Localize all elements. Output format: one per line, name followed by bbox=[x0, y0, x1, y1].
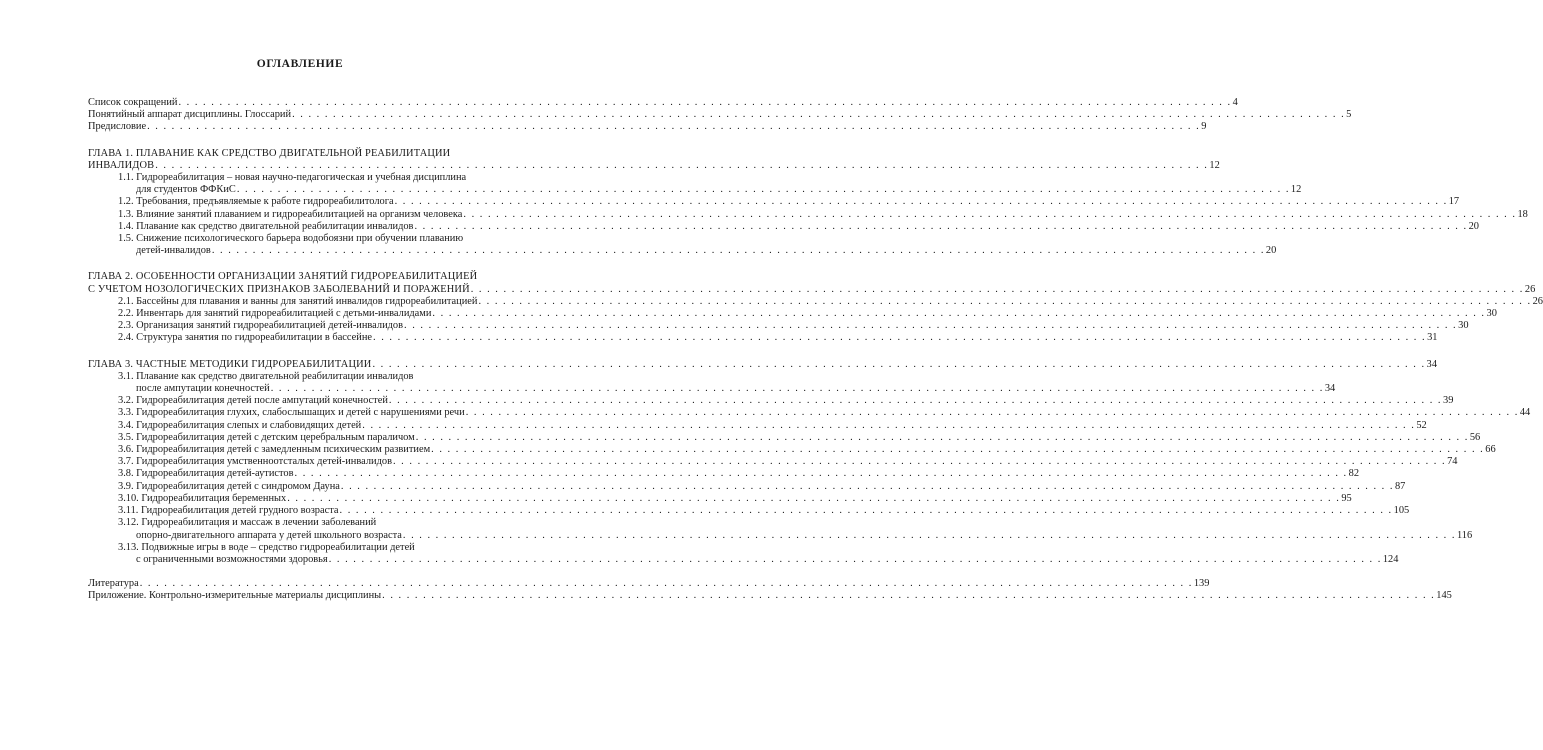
table-of-contents bbox=[88, 97, 1543, 603]
toc-entry[interactable] bbox=[88, 590, 1452, 602]
toc-subentry[interactable] bbox=[118, 419, 1427, 432]
toc-dot-leader: . . . . . . . . . . . . . . . . . . . . . . . . . . . . . . . . . . . . . . . . . . . . . . . . . . . . . . . . . . . . . . . . . . . . . . . . . . . . . . . . . . . . . . . . . . . . . . . . . . . . . . . . . . . . . . . . . . . . . . . . . . . . . . . . . bbox=[382, 590, 1436, 602]
toc-entry-title: 3.2. Гидрореабилитация детей после ампутаций конечностей bbox=[118, 395, 388, 407]
toc-subentry[interactable] bbox=[118, 395, 1454, 407]
toc-subentry[interactable] bbox=[118, 220, 1479, 233]
toc-entry-title-cont: с ограниченными возможностями здоровья bbox=[136, 553, 328, 565]
toc-dot-leader: . . . . . . . . . . . . . . . . . . . . . . . . . . . . . . . . . . . . . . . . . . . . . . . . . . . . . . . . . . . . . . . . . . . . . . . . . . . . . . . . . . . . . . . . . . . . . . . . . . . . . . . . . . . . . . . . . . . . . . . . . . . . . . . . . bbox=[470, 283, 1524, 295]
toc-entry-page: 20 bbox=[1468, 220, 1479, 232]
toc-entry[interactable] bbox=[88, 97, 1238, 109]
toc-subentry[interactable] bbox=[118, 370, 1336, 395]
toc-entry-page: 26 bbox=[1532, 295, 1543, 307]
toc-dot-leader: . . . . . . . . . . . . . . . . . . . . . . . . . . . . . . . . . . . . . . . . . . . . . . . . . . . . . . . . . . . . . . . . . . . . . . . . . . . . . . . . . . . . . . . . . . . . . . . . . . . . . . . . . . . . . . . . . . . . . . . . . . . . . . . . . bbox=[178, 97, 1232, 108]
toc-subentry[interactable] bbox=[118, 431, 1481, 444]
toc-subentry[interactable] bbox=[118, 332, 1438, 344]
toc-entry-title: 2.1. Бассейны для плавания и ванны для занятий инвалидов гидрореабилитацией bbox=[118, 295, 478, 307]
toc-entry-page: 34 bbox=[1324, 383, 1336, 395]
toc-entry-page: 95 bbox=[1341, 492, 1352, 504]
toc-subentry[interactable] bbox=[118, 517, 1473, 541]
toc-entry-page: 145 bbox=[1436, 590, 1452, 602]
toc-entry-page: 20 bbox=[1265, 245, 1277, 257]
toc-dot-leader: . . . . . . . . . . . . . . . . . . . . . . . . . . . . . . . . . . . . . . . . . . . . . . . . . . . . . . . . . . . . . . . . . . . . . . . . . . . . . . . . . . . . . . . . . . . . . . . . . . . . . . . . . . . . . . . . . . . . . . . . . . . . . . . . . bbox=[362, 419, 1416, 431]
toc-dot-leader: . . . . . . . . . . . . . . . . . . . . . . . . . . . . . . . . . . . . . . . . . . . . . . . . . . . . . . . . . . . . . . . . . . . . . . . . . . . . . . . . . . . . . . . . . . . . . . . . . . . . . . . . . . . . . . . . . . . . . . . . . . . . . . . . . bbox=[414, 220, 1468, 232]
toc-entry-title-cont: опорно-двигательного аппарата у детей школьного возраста bbox=[136, 529, 402, 541]
toc-entry-title: Приложение. Контрольно-измерительные материалы дисциплины bbox=[88, 590, 382, 602]
toc-entry[interactable] bbox=[88, 578, 1210, 590]
toc-entry-page: 39 bbox=[1443, 395, 1454, 407]
toc-entry-page: 52 bbox=[1416, 419, 1427, 431]
toc-chapter-3 bbox=[88, 358, 1531, 566]
toc-entry[interactable] bbox=[88, 121, 1207, 133]
toc-entry-page: 12 bbox=[1290, 184, 1302, 196]
toc-dot-leader: . . . . . . . . . . . . . . . . . . . . . . . . . . . . . . . . . . . . . . . . . . . . . . . . . . . . . . . . . . . . . . . . . . . . . . . . . . . . . . . . . . . . . . . . . . . . . . . . . . . . . . . . . . . . . . . . . . . . . . . . . . . . . . . . . bbox=[139, 578, 1193, 590]
toc-chapter-1 bbox=[88, 147, 1528, 258]
toc-dot-leader: . . . . . . . . . . . . . . . . . . . . . . . . . . . . . . . . . . . . . . . . . . . . . . . . . . . . . . . . . . . . . . . . . . . . . . . . . . . . . . . . . . . . . . . . . . . . . . . . . . . . . . . . . . . . . . . . . . . . . . . . . . . . . . . . . bbox=[404, 320, 1458, 332]
toc-dot-leader: . . . . . . . . . . . . . . . . . . . . . . . . . . . . . . . . . . . . . . . . . . . . . . . . . . . . . . . . . . . . . . . . . . . . . . . . . . . . . . . . . . . . . . . . . . . . . . . . . . . . . . . . . . . . . . . . . . . . . . . . . . . . . . . . . bbox=[402, 529, 1456, 541]
toc-dot-leader: . . . . . . . . . . . . . . . . . . . . . . . . . . . . . . . . . . . . . . . . . . . . . . . . . . . . . . . . . . . . . . . . . . . . . . . . . . . . . . . . . . . . . . . . . . . . . . . . . . . . . . . . . . . . . . . . . . . . . . . . . . . . . . . . . bbox=[463, 208, 1517, 220]
toc-entry-page: 34 bbox=[1426, 358, 1438, 370]
toc-entry-title-cont: для студентов ФФКиС bbox=[136, 184, 236, 196]
toc-entry-title: 1.1. Гидрореабилитация – новая научно-педагогическая и учебная дисциплина bbox=[118, 172, 467, 184]
toc-entry-page: 124 bbox=[1382, 553, 1399, 565]
toc-entry-page: 74 bbox=[1447, 456, 1458, 468]
toc-entry-title: 3.9. Гидрореабилитация детей с синдромом Дауна bbox=[118, 480, 340, 492]
toc-entry-title: 2.2. Инвентарь для занятий гидрореабилитацией с детьми-инвалидами bbox=[118, 308, 432, 320]
page-title: ОГЛАВЛЕНИЕ bbox=[256, 58, 344, 70]
toc-entry-title: 3.10. Гидрореабилитация беременных bbox=[118, 492, 287, 504]
toc-entry-page: 18 bbox=[1517, 208, 1528, 220]
toc-subentry[interactable] bbox=[118, 233, 1277, 257]
toc-entry-page: 87 bbox=[1394, 480, 1406, 492]
toc-entry-title: 2.4. Структура занятия по гидрореабилитации в бассейне bbox=[118, 332, 372, 344]
toc-entry-page: 44 bbox=[1519, 407, 1531, 419]
toc-entry-title: 2.3. Организация занятий гидрореабилитацией детей-инвалидов bbox=[118, 320, 404, 332]
toc-entry-title: 3.5. Гидрореабилитация детей с детским церебральным параличом bbox=[118, 431, 415, 443]
toc-entry-page: 31 bbox=[1427, 332, 1438, 344]
toc-dot-leader: . . . . . . . . . . . . . . . . . . . . . . . . . . . . . . . . . . . . . . . . . . . . . . . . . . . . . . . . . . . . . . . . . . . . . . . . . . . . . . . . . . . . . . . . . . . . . . . . . . . . . . . . . . . . . . . . . . . . . . . . . . . . . . . . . bbox=[372, 358, 1426, 370]
toc-entry-page: 9 bbox=[1201, 121, 1207, 133]
toc-entry-title: 3.6. Гидрореабилитация детей с замедленным психическим развитием bbox=[118, 444, 431, 456]
toc-dot-leader: . . . . . . . . . . . . . . . . . . . . . . . . . . . . . . . . . . . . . . . . . . . . . . . . . . . . . . . . . . . . . . . . . . . . . . . . . . . . . . . . . . . . . . . . . . . . . . . . . . . . . . . . . . . . . . . . . . . . . . . . . . . . . . . . . bbox=[294, 468, 1348, 480]
toc-entry[interactable] bbox=[88, 358, 1438, 371]
toc-entry-title: Список сокращений bbox=[88, 97, 178, 108]
toc-entry-page: 66 bbox=[1485, 444, 1496, 456]
toc-entry-page: 5 bbox=[1346, 109, 1352, 121]
toc-dot-leader: . . . . . . . . . . . . . . . . . . . . . . . . . . . . . . . . . . . . . . . . . . . . . . . . . . . . . . . . . . . . . . . . . . . . . . . . . . . . . . . . . . . . . . . . . . . . . . . . . . . . . . . . . . . . . . . . . . . . . . . . . . . . . . . . . bbox=[236, 184, 1290, 196]
toc-entry-title: Понятийный аппарат дисциплины. Глоссарий bbox=[88, 109, 292, 121]
toc-entry-title: 1.5. Снижение психологического барьера водобоязни при обучении плаванию bbox=[118, 233, 464, 245]
toc-dot-leader: . . . . . . . . . . . . . . . . . . . . . . . . . . . . . . . . . . . . . . . . . . . . . . . . . . . . . . . . . . . . . . . . . . . . . . . . . . . . . . . . . . . . . . . . . . . . . . . . . . . . . . . . . . . . . . . . . . . . . . . . . . . . . . . . . bbox=[339, 505, 1393, 517]
toc-entry-page: 139 bbox=[1193, 578, 1210, 590]
toc-entry-title: 3.3. Гидрореабилитация глухих, слабослышащих и детей с нарушениями речи bbox=[118, 407, 465, 419]
toc-entry-title: 1.4. Плавание как средство двигательной реабилитации инвалидов bbox=[118, 220, 414, 232]
toc-subentry[interactable] bbox=[118, 444, 1496, 456]
toc-entry-page: 17 bbox=[1448, 196, 1460, 208]
toc-entry-title: 3.7. Гидрореабилитация умственноотсталых детей-инвалидов bbox=[118, 456, 392, 468]
toc-dot-leader: . . . . . . . . . . . . . . . . . . . . . . . . . . . . . . . . . . . . . . . . . . . . . . . . . . . . . . . . . . . . . . . . . . . . . . . . . . . . . . . . . . . . . . . . . . . . . . . . . . . . . . . . . . . . . . . . . . . . . . . . . . . . . . . . . bbox=[340, 480, 1394, 492]
toc-dot-leader: . . . . . . . . . . . . . . . . . . . . . . . . . . . . . . . . . . . . . . . . . . . . . . . . . . . . . . . . . . . . . . . . . . . . . . . . . . . . . . . . . . . . . . . . . . . . . . . . . . . . . . . . . . . . . . . . . . . . . . . . . . . . . . . . . bbox=[394, 196, 1448, 208]
toc-entry-title: ИНВАЛИДОВ bbox=[88, 159, 155, 171]
toc-dot-leader: . . . . . . . . . . . . . . . . . . . . . . . . . . . . . . . . . . . . . . . . . . . . . . . . . . . . . . . . . . . . . . . . . . . . . . . . . . . . . . . . . . . . . . . . . . . . . . . . . . . . . . . . . . . . . . . . . . . . . . . . . . . . . . . . . bbox=[478, 295, 1532, 307]
toc-entry-title: 1.3. Влияние занятий плаванием и гидрореабилитацией на организм человека bbox=[118, 208, 463, 220]
toc-entry-title: 3.12. Гидрореабилитация и массаж в лечении заболеваний bbox=[118, 517, 377, 529]
toc-entry-page: 30 bbox=[1458, 320, 1469, 332]
toc-entry-title: 3.13. Подвижные игры в воде – средство гидрореабилитации детей bbox=[118, 541, 415, 553]
toc-subentry[interactable] bbox=[118, 208, 1528, 221]
toc-dot-leader: . . . . . . . . . . . . . . . . . . . . . . . . . . . . . . . . . . . . . . . . . . . . . . . . . . . . . . . . . . . . . . . . . . . . . . . . . . . . . . . . . . . . . . . . . . . . . . . . . . . . . . . . . . . . . . . . . . . . . . . . . . . . . . . . . bbox=[431, 444, 1485, 456]
toc-subentry[interactable] bbox=[118, 308, 1497, 320]
toc-entry[interactable] bbox=[88, 159, 1221, 172]
toc-entry-title: 3.1. Плавание как средство двигательной реабилитации инвалидов bbox=[118, 370, 414, 382]
toc-dot-leader: . . . . . . . . . . . . . . . . . . . . . . . . . . . . . . . . . . . . . . . . . . . . . . . . . . . . . . . . . . . . . . . . . . . . . . . . . . . . . . . . . . . . . . . . . . . . . . . . . . . . . . . . . . . . . . . . . . . . . . . . . . . . . . . . . bbox=[432, 308, 1486, 320]
toc-chapter-2 bbox=[88, 271, 1543, 344]
toc-entry-title: 3.11. Гидрореабилитация детей грудного возраста bbox=[118, 505, 339, 517]
toc-entry[interactable] bbox=[88, 109, 1352, 121]
toc-entry-title: ГЛАВА 3. ЧАСТНЫЕ МЕТОДИКИ ГИДРОРЕАБИЛИТАЦИИ bbox=[88, 358, 372, 370]
toc-dot-leader: . . . . . . . . . . . . . . . . . . . . . . . . . . . . . . . . . . . . . . . . . . . . . . . . . . . . . . . . . . . . . . . . . . . . . . . . . . . . . . . . . . . . . . . . . . . . . . . . . . . . . . . . . . . . . . . . . . . . . . . . . . . . . . . . . bbox=[292, 109, 1346, 121]
toc-subentry[interactable] bbox=[118, 456, 1458, 468]
toc-dot-leader: . . . . . . . . . . . . . . . . . . . . . . . . . . . . . . . . . . . . . . . . . . . . . . . . . . . . . . . . . . . . . . . . . . . . . . . . . . . . . . . . . . . . . . . . . . . . . . . . . . . . . . . . . . . . . . . . . . . . . . . . . . . . . . . . . bbox=[147, 121, 1201, 133]
toc-subentry[interactable] bbox=[118, 492, 1352, 505]
toc-subentry[interactable] bbox=[118, 407, 1531, 419]
toc-subentry[interactable] bbox=[118, 505, 1410, 517]
toc-dot-leader: . . . . . . . . . . . . . . . . . . . . . . . . . . . . . . . . . . . . . . . . . . . . . . . . . . . . . . . . . . . . . . . . . . . . . . . . . . . . . . . . . . . . . . . . . . . . . . . . . . . . . . . . . . . . . . . . . . . . . . . . . . . . . . . . . bbox=[465, 407, 1519, 419]
toc-dot-leader: . . . . . . . . . . . . . . . . . . . . . . . . . . . . . . . . . . . . . . . . . . . . . . . . . . . . . . . . . . . . . . . . . . . . . . . . . . . . . . . . . . . . . . . . . . . . . . . . . . . . . . . . . . . . . . . . . . . . . . . . . . . . . . . . . bbox=[373, 332, 1427, 344]
toc-entry-page: 4 bbox=[1232, 97, 1238, 108]
toc-entry-title: 3.4. Гидрореабилитация слепых и слабовидящих детей bbox=[118, 419, 362, 431]
toc-dot-leader: . . . . . . . . . . . . . . . . . . . . . . . . . . . . . . . . . . . . . . . . . . . . . . . . . . . . . . . . . . . . . . . . . . . . . . . . . . . . . . . . . . . . . . . . . . . . . . . . . . . . . . . . . . . . . . . . . . . . . . . . . . . . . . . . . bbox=[328, 553, 1382, 565]
toc-dot-leader: . . . . . . . . . . . . . . . . . . . . . . . . . . . . . . . . . . . . . . . . . . . . . . . . . . . . . . . . . . . . . . . . . . . . . . . . . . . . . . . . . . . . . . . . . . . . . . . . . . . . . . . . . . . . . . . . . . . . . . . . . . . . . . . . . bbox=[270, 383, 1324, 395]
toc-dot-leader: . . . . . . . . . . . . . . . . . . . . . . . . . . . . . . . . . . . . . . . . . . . . . . . . . . . . . . . . . . . . . . . . . . . . . . . . . . . . . . . . . . . . . . . . . . . . . . . . . . . . . . . . . . . . . . . . . . . . . . . . . . . . . . . . . bbox=[392, 456, 1447, 468]
toc-entry-title-cont: после ампутации конечностей bbox=[136, 383, 270, 395]
toc-subentry[interactable] bbox=[118, 468, 1360, 480]
toc-entry-title: 3.8. Гидрореабилитация детей-аутистов bbox=[118, 468, 294, 480]
toc-entry-title-cont: детей-инвалидов bbox=[136, 245, 211, 257]
toc-subentry[interactable] bbox=[118, 172, 1302, 196]
toc-subentry[interactable] bbox=[118, 541, 1399, 566]
toc-entry-page: 12 bbox=[1209, 159, 1221, 171]
toc-subentry[interactable] bbox=[118, 480, 1406, 493]
toc-dot-leader: . . . . . . . . . . . . . . . . . . . . . . . . . . . . . . . . . . . . . . . . . . . . . . . . . . . . . . . . . . . . . . . . . . . . . . . . . . . . . . . . . . . . . . . . . . . . . . . . . . . . . . . . . . . . . . . . . . . . . . . . . . . . . . . . . bbox=[287, 492, 1341, 504]
toc-entry[interactable] bbox=[88, 283, 1536, 296]
toc-subentry[interactable] bbox=[118, 320, 1469, 332]
toc-entry-page: 105 bbox=[1393, 505, 1410, 517]
toc-entry-title: 1.2. Требования, предъявляемые к работе гидрореабилитолога bbox=[118, 196, 394, 208]
chapter-heading-line[interactable]: ГЛАВА 1. ПЛАВАНИЕ КАК СРЕДСТВО ДВИГАТЕЛЬНОЙ РЕАБИЛИТАЦИИ bbox=[88, 147, 451, 159]
toc-entry-page: 56 bbox=[1469, 431, 1481, 443]
toc-entry-title: Литература bbox=[88, 578, 139, 590]
toc-dot-leader: . . . . . . . . . . . . . . . . . . . . . . . . . . . . . . . . . . . . . . . . . . . . . . . . . . . . . . . . . . . . . . . . . . . . . . . . . . . . . . . . . . . . . . . . . . . . . . . . . . . . . . . . . . . . . . . . . . . . . . . . . . . . . . . . . bbox=[388, 395, 1442, 407]
toc-entry-page: 82 bbox=[1348, 468, 1360, 480]
toc-dot-leader: . . . . . . . . . . . . . . . . . . . . . . . . . . . . . . . . . . . . . . . . . . . . . . . . . . . . . . . . . . . . . . . . . . . . . . . . . . . . . . . . . . . . . . . . . . . . . . . . . . . . . . . . . . . . . . . . . . . . . . . . . . . . . . . . . bbox=[415, 431, 1469, 443]
toc-back-matter bbox=[88, 578, 1452, 602]
toc-dot-leader: . . . . . . . . . . . . . . . . . . . . . . . . . . . . . . . . . . . . . . . . . . . . . . . . . . . . . . . . . . . . . . . . . . . . . . . . . . . . . . . . . . . . . . . . . . . . . . . . . . . . . . . . . . . . . . . . . . . . . . . . . . . . . . . . . bbox=[155, 159, 1209, 171]
toc-entry-title: Предисловие bbox=[88, 121, 147, 133]
toc-subentry[interactable] bbox=[118, 295, 1543, 308]
chapter-heading-line[interactable]: ГЛАВА 2. ОСОБЕННОСТИ ОРГАНИЗАЦИИ ЗАНЯТИЙ ГИДРОРЕАБИЛИТАЦИЕЙ bbox=[88, 271, 478, 283]
toc-entry-page: 116 bbox=[1456, 529, 1473, 541]
toc-subentry[interactable] bbox=[118, 196, 1460, 208]
toc-entry-page: 30 bbox=[1486, 308, 1497, 320]
toc-front-matter bbox=[88, 97, 1352, 134]
toc-entry-title: С УЧЕТОМ НОЗОЛОГИЧЕСКИХ ПРИЗНАКОВ ЗАБОЛЕВАНИЙ И ПОРАЖЕНИЙ bbox=[88, 283, 470, 295]
toc-dot-leader: . . . . . . . . . . . . . . . . . . . . . . . . . . . . . . . . . . . . . . . . . . . . . . . . . . . . . . . . . . . . . . . . . . . . . . . . . . . . . . . . . . . . . . . . . . . . . . . . . . . . . . . . . . . . . . . . . . . . . . . . . . . . . . . . . bbox=[211, 245, 1265, 257]
toc-entry-page: 26 bbox=[1524, 283, 1536, 295]
